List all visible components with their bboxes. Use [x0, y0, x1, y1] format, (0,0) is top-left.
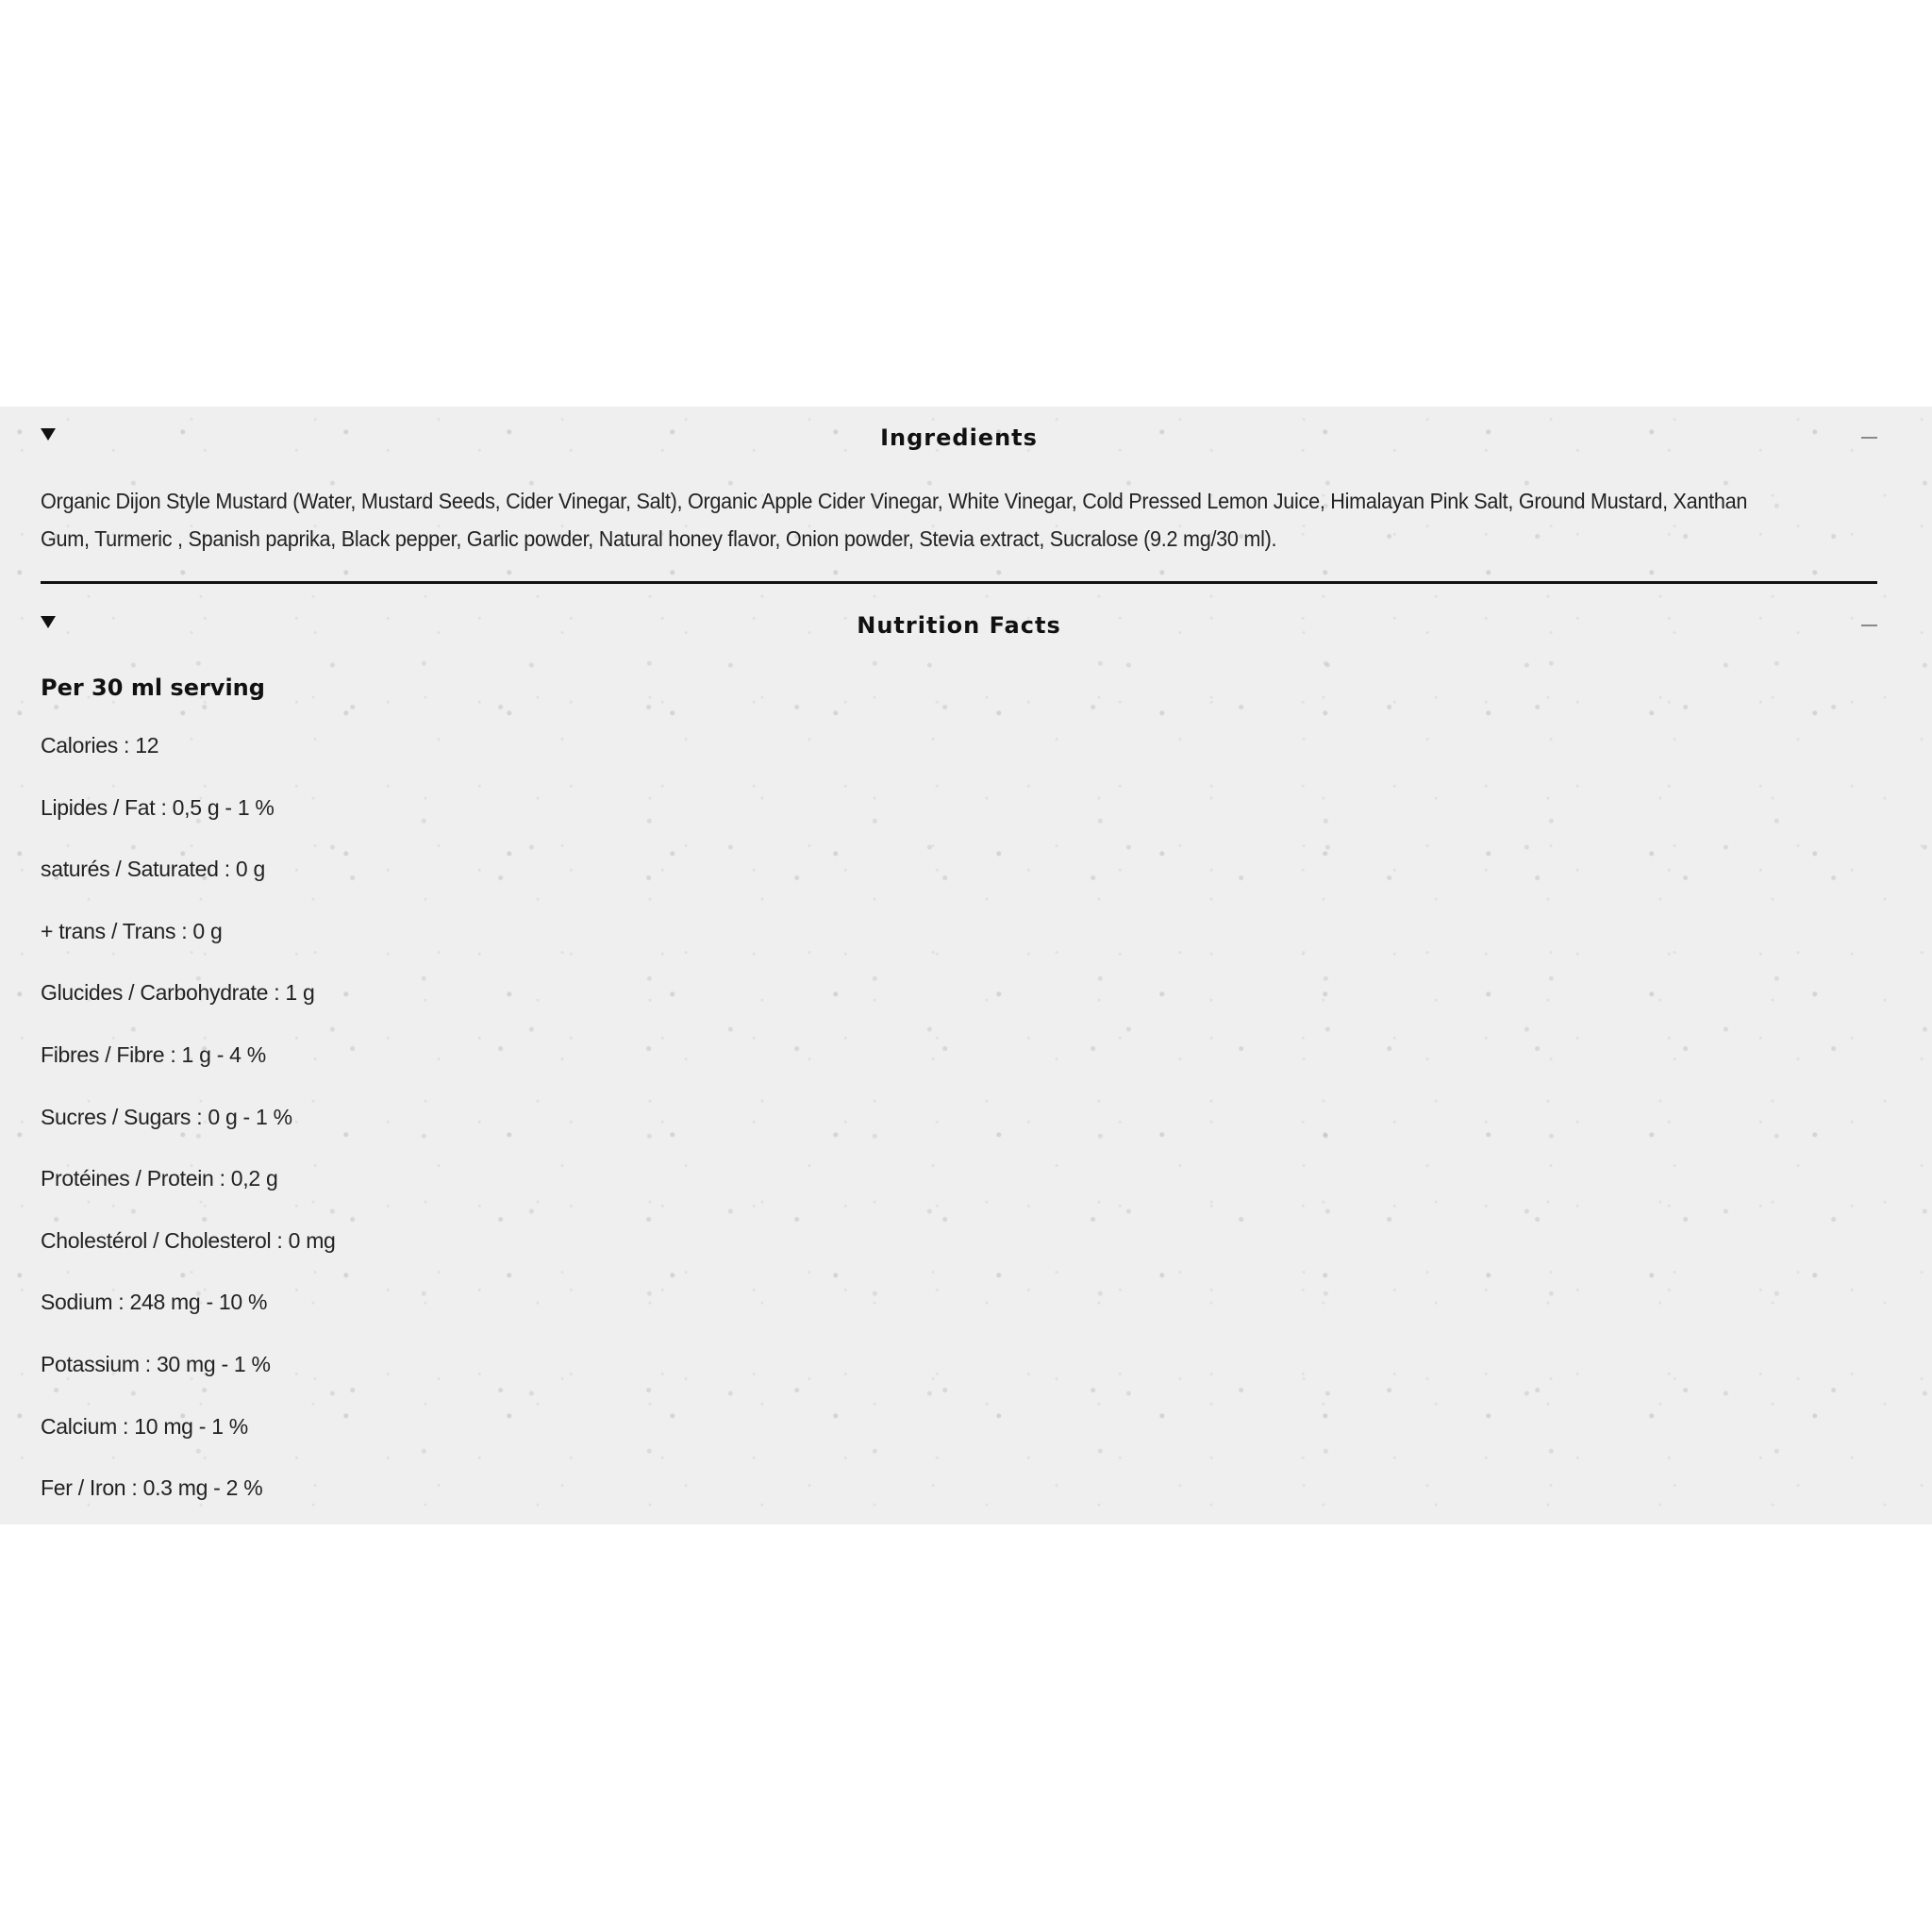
minus-icon[interactable]	[1861, 437, 1877, 439]
nutrient-sugars: Sucres / Sugars : 0 g - 1 %	[41, 1104, 292, 1129]
nutrition-accordion-header[interactable]	[41, 607, 1877, 644]
section-divider	[41, 581, 1877, 584]
ingredients-text: Organic Dijon Style Mustard (Water, Mustard Seeds, Cider Vinegar, Salt), Organic Apple Cider Vinegar, White Vinegar, Cold Pressed Lemon Juice, Himalayan Pink Salt, Ground Mustard, Xanthan Gum, Turmeric , Spanish paprika, Black pepper, Garlic powder, Natural honey flavor, Onion powder, Stevia extract, Sucralose (9.2 mg/30 ml).	[41, 489, 1748, 551]
nutrient-fibre: Fibres / Fibre : 1 g - 4 %	[41, 1041, 266, 1067]
nutrient-calories: Calories : 12	[41, 733, 159, 758]
nutrient-saturated: saturés / Saturated : 0 g	[41, 857, 265, 882]
nutrient-fat: Lipides / Fat : 0,5 g - 1 %	[41, 794, 275, 820]
nutrient-trans: + trans / Trans : 0 g	[41, 918, 223, 943]
nutrient-cholesterol: Cholestérol / Cholesterol : 0 mg	[41, 1227, 336, 1253]
ingredients-accordion-header[interactable]	[41, 419, 1877, 457]
minus-icon[interactable]	[1861, 625, 1877, 626]
nutrient-potassium: Potassium : 30 mg - 1 %	[41, 1351, 271, 1376]
nutrient-list	[41, 731, 336, 1524]
nutrient-calcium: Calcium : 10 mg - 1 %	[41, 1413, 248, 1439]
nutrition-title: Nutrition Facts	[857, 612, 1061, 639]
nutrient-iron: Fer / Iron : 0.3 mg - 2 %	[41, 1475, 263, 1501]
nutrient-sodium: Sodium : 248 mg - 10 %	[41, 1290, 268, 1315]
product-info-panel	[0, 407, 1932, 1524]
ingredients-title: Ingredients	[880, 425, 1038, 451]
serving-size-heading: Per 30 ml serving	[41, 675, 265, 701]
nutrient-carbohydrate: Glucides / Carbohydrate : 1 g	[41, 980, 315, 1006]
nutrient-protein: Protéines / Protein : 0,2 g	[41, 1166, 278, 1191]
